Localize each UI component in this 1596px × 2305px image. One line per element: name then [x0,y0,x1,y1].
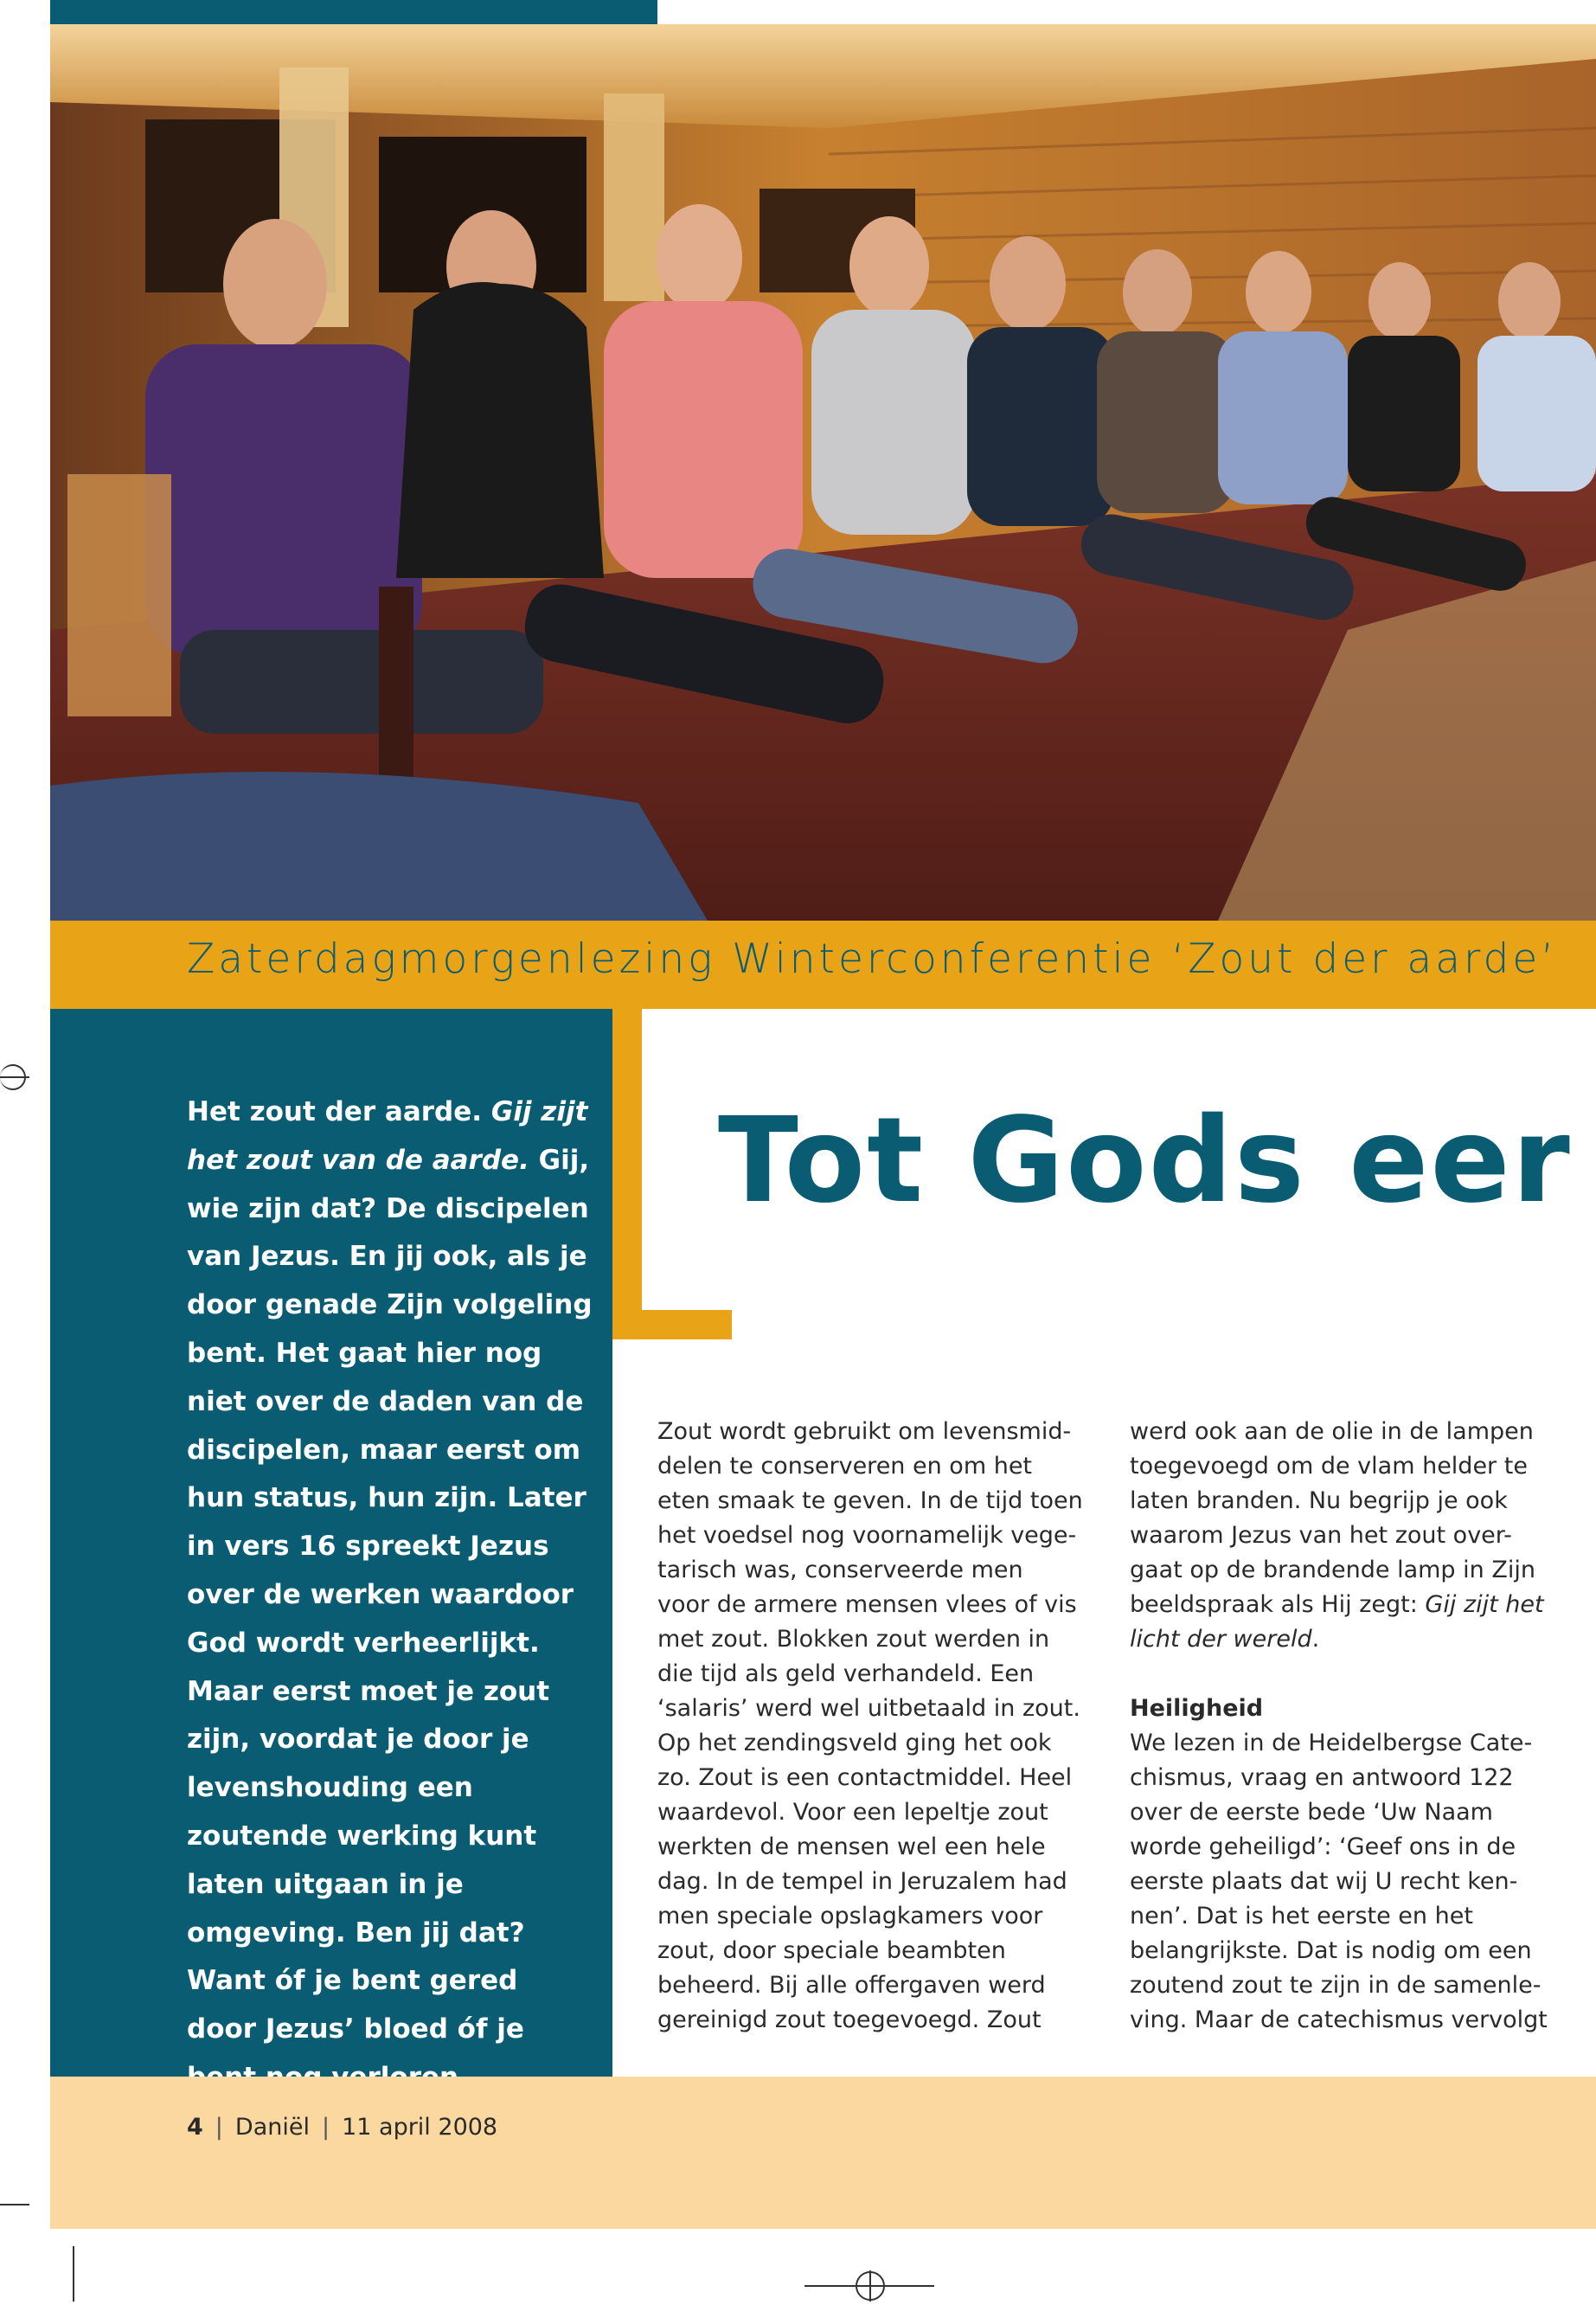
body-line: toegevoegd om de vlam helder te [1130,1453,1528,1480]
body-text: beeldspraak als Hij zegt: [1130,1591,1426,1618]
body-line: het voedsel nog voornamelijk vege- [657,1522,1077,1549]
crop-mark [0,2204,29,2205]
decorative-bracket-horizontal [612,1310,732,1339]
page-footer [50,2077,1596,2229]
body-line: ‘salaris’ werd wel uitbetaald in zout. [657,1695,1080,1722]
body-line: met zout. Blokken zout werden in [657,1626,1050,1653]
body-line: belangrijkste. Dat is nodig om een [1130,1937,1532,1964]
body-line [1130,1622,1562,1657]
body-line [1130,1588,1562,1622]
spacer-line [1130,1657,1562,1692]
conference-audience-photo [50,24,1596,921]
publication-name: Daniël [234,2114,310,2141]
intro-paragraph [187,1088,593,2103]
footer-separator: | [215,2114,223,2141]
body-line: eerste plaats dat wij U recht ken- [1130,1868,1518,1895]
article-title: Tot Gods eer [718,1093,1572,1230]
section-subhead: Heiligheid [1130,1695,1264,1722]
body-line: werkten de mensen wel een hele [657,1833,1046,1860]
page-number: 4 [187,2114,203,2141]
body-line: Op het zendingsveld ging het ook [657,1730,1052,1756]
intro-quote: Gij zijt het zout van de aarde. [187,1096,588,1176]
footer-separator: | [321,2114,330,2141]
body-line: Zout wordt gebruikt om levensmid- [657,1418,1072,1445]
registration-mark-icon [0,1064,26,1090]
body-line: zo. Zout is een contactmiddel. Heel [657,1764,1073,1791]
body-line: waardevol. Voor een lepeltje zout [657,1799,1048,1826]
body-line: delen te conserveren en om het [657,1453,1033,1480]
body-line: chismus, vraag en antwoord 122 [1130,1764,1514,1791]
body-line: die tijd als geld verhandeld. Een [657,1660,1035,1687]
footer-folio [187,2114,497,2141]
body-line: voor de armere mensen vlees of vis [657,1591,1077,1618]
crop-mark [73,2246,74,2302]
body-column-1 [657,1415,1090,2038]
decorative-bracket-vertical [612,1009,642,1339]
body-column-2 [1130,1415,1562,2038]
body-line: gereinigd zout toegevoegd. Zout [657,2006,1042,2033]
top-color-strip [50,0,657,24]
body-line: zout, door speciale beambten [657,1937,1006,1964]
event-banner-title: Zaterdagmorgenlezing Winterconferentie ‘Zout der aarde’ [187,935,1558,983]
crop-mark [804,2285,934,2287]
intro-body: Gij, wie zijn dat? De discipelen van Jezus. En jij ook, als je door genade Zijn volgeling bent. Het gaat hier nog niet over de daden van de discipelen, maar eerst om hun status, hun zijn. Later in vers 16 spreekt Jezus over de werken waardoor God wordt verheerlijkt. Maar eerst moet je zout zijn, voordat je door je levenshouding een zoutende werking kunt laten uitgaan in je omgeving. Ben jij dat? Want óf je bent gered door Jezus’ bloed óf je [187,1144,593,2045]
intro-lead: Het zout der aarde. [187,1096,491,1127]
body-line: gaat op de brandende lamp in Zijn [1130,1557,1535,1583]
body-line: laten branden. Nu begrijp je ook [1130,1487,1508,1514]
body-line: zoutend zout te zijn in de samenle- [1130,1972,1542,1999]
body-line: worde geheiligd’: ‘Geef ons in de [1130,1833,1516,1860]
body-line: tarisch was, conserveerde men [657,1557,1023,1583]
body-line: nen’. Dat is het eerste en het [1130,1903,1473,1929]
scripture-quote: licht der wereld [1130,1626,1312,1653]
body-line: beheerd. Bij alle offergaven werd [657,1972,1046,1999]
body-line: over de eerste bede ‘Uw Naam [1130,1799,1493,1826]
publication-date: 11 april 2008 [342,2114,498,2141]
body-line: eten smaak te geven. In de tijd toen [657,1487,1083,1514]
body-line: waarom Jezus van het zout over- [1130,1522,1512,1549]
body-line: werd ook aan de olie in de lampen [1130,1418,1534,1445]
scripture-quote: Gij zijt het [1425,1591,1544,1618]
body-line: ving. Maar de catechismus vervolgt [1130,2006,1548,2033]
body-line: We lezen in de Heidelbergse Cate- [1130,1730,1533,1756]
body-text: . [1311,1626,1320,1653]
body-line: dag. In de tempel in Jeruzalem had [657,1868,1067,1895]
body-line: men speciale opslagkamers voor [657,1903,1043,1929]
